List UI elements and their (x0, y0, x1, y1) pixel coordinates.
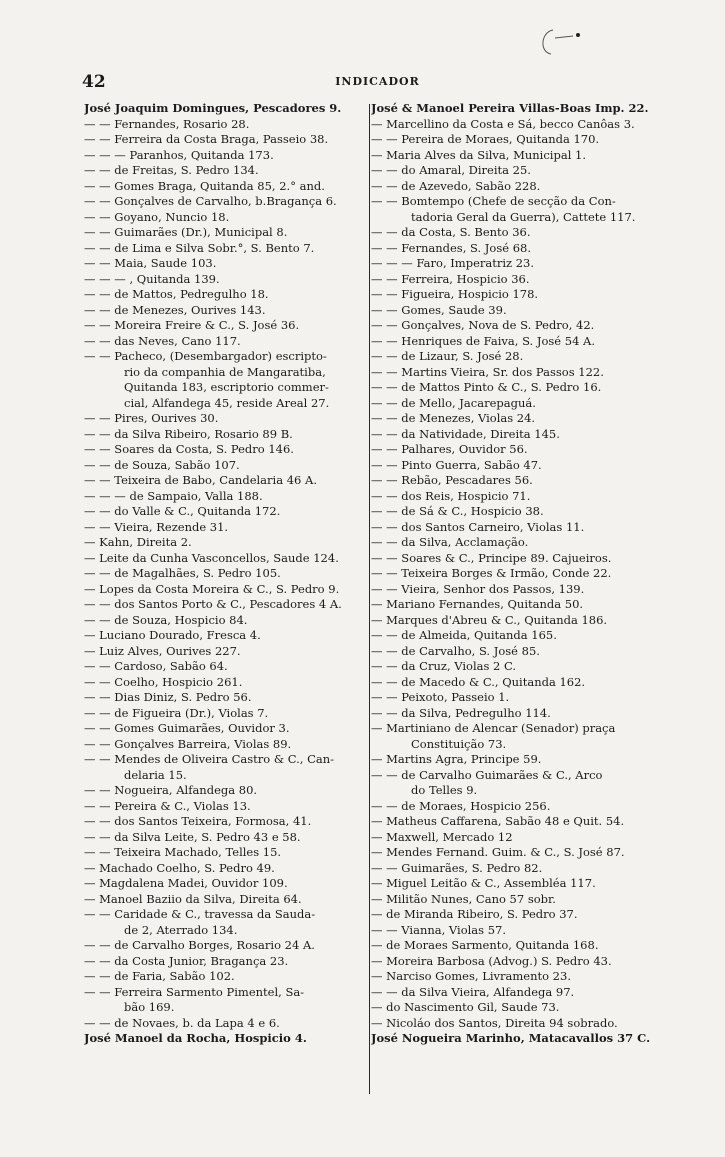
directory-entry: — — de Moraes, Hospicio 256. (371, 798, 551, 813)
directory-entry: — — Fernandes, S. José 68. (371, 240, 531, 255)
directory-entry: — — Guimarães (Dr.), Municipal 8. (84, 225, 288, 239)
directory-entry: — — Gomes Guimarães, Ouvidor 3. (84, 721, 290, 735)
directory-entry: — — Pires, Ourives 30. (84, 411, 219, 425)
directory-entry: — Manoel Baziio da Silva, Direita 64. (84, 891, 302, 906)
directory-entry: — — de Sá & C., Hospicio 38. (371, 504, 544, 518)
directory-entry: — — Soares da Costa, S. Pedro 146. (84, 442, 294, 456)
directory-entry: José Joaquim Domingues, Pescadores 9. (84, 101, 342, 115)
directory-entry: — — Caridade & C., travessa da Sauda- (84, 907, 316, 921)
directory-entry: — — dos Santos Porto & C., Pescadores 4 A. (84, 597, 342, 611)
directory-entry: — — Martins Vieira, Sr. dos Passos 122. (371, 364, 604, 379)
directory-entry: — de Moraes Sarmento, Quitanda 168. (371, 938, 599, 952)
directory-entry: — — da Silva Vieira, Alfandega 97. (371, 984, 575, 999)
directory-entry: — — de Souza, Hospicio 84. (84, 612, 248, 627)
directory-entry: José & Manoel Pereira Villas-Boas Imp. 22. (371, 101, 649, 115)
directory-entry: — — Teixeira Borges & Irmão, Conde 22. (371, 566, 612, 580)
directory-entry: — Leite da Cunha Vasconcellos, Saude 124. (84, 550, 339, 565)
directory-entry: — do Nascimento Gil, Saude 73. (371, 1000, 560, 1014)
directory-entry: — Martiniano de Alencar (Senador) praça (371, 721, 616, 735)
directory-entry: — — da Silva Ribeiro, Rosario 89 B. (84, 426, 293, 441)
directory-entry: — Mariano Fernandes, Quitanda 50. (371, 597, 584, 611)
directory-entry: — — Coelho, Hospicio 261. (84, 674, 243, 689)
directory-entry: — — Gomes, Saude 39. (371, 302, 507, 317)
directory-entry: — Machado Coelho, S. Pedro 49. (84, 860, 275, 875)
directory-entry: — — de Azevedo, Sabão 228. (371, 178, 541, 193)
directory-entry: — — Soares & C., Principe 89. Cajueiros. (371, 550, 612, 565)
directory-entry: de 2, Aterrado 134. (124, 922, 238, 937)
directory-entry: — Maria Alves da Silva, Municipal 1. (371, 147, 586, 162)
directory-entry: — — Nogueira, Alfandega 80. (84, 783, 258, 797)
directory-entry: — — — Faro, Imperatriz 23. (371, 256, 535, 270)
directory-entry: cial, Alfandega 45, reside Areal 27. (124, 395, 330, 410)
directory-entry: — — de Novaes, b. da Lapa 4 e 6. (84, 1015, 280, 1030)
directory-entry: — Moreira Barbosa (Advog.) S. Pedro 43. (371, 953, 612, 968)
directory-entry: — — de Mattos Pinto & C., S. Pedro 16. (371, 380, 602, 394)
directory-entry: — Luiz Alves, Ourives 227. (84, 643, 241, 658)
directory-entry: — — da Cruz, Violas 2 C. (371, 659, 517, 673)
directory-entry: — Magdalena Madei, Ouvidor 109. (84, 876, 288, 890)
directory-entry: — — de Freitas, S. Pedro 134. (84, 163, 259, 177)
directory-entry: — — do Valle & C., Quitanda 172. (84, 504, 281, 518)
directory-entry: — — Guimarães, S. Pedro 82. (371, 860, 543, 875)
directory-entry: — — de Magalhães, S. Pedro 105. (84, 566, 281, 580)
directory-entry: — — Teixeira de Babo, Candelaria 46 A. (84, 473, 317, 487)
directory-entry: — — de Mattos, Pedregulho 18. (84, 287, 269, 301)
directory-entry: — Luciano Dourado, Fresca 4. (84, 628, 261, 642)
directory-entry: bão 169. (124, 1000, 175, 1014)
directory-entry: — — da Costa, S. Bento 36. (371, 225, 531, 239)
directory-entry: — — de Macedo & C., Quitanda 162. (371, 674, 586, 689)
directory-entry: — — Pereira de Moraes, Quitanda 170. (371, 132, 600, 146)
directory-entry: — — Figueira, Hospicio 178. (371, 287, 539, 301)
directory-entry: — — Palhares, Ouvidor 56. (371, 442, 528, 456)
directory-entry: — de Miranda Ribeiro, S. Pedro 37. (371, 907, 578, 921)
directory-entry: tadoria Geral da Guerra), Cattete 117. (411, 209, 636, 224)
page-title: INDICADOR (335, 75, 420, 88)
directory-entry: — — Vieira, Senhor dos Passos, 139. (371, 581, 585, 596)
directory-entry: José Nogueira Marinho, Matacavallos 37 C. (371, 1031, 651, 1045)
directory-entry: — — Vianna, Violas 57. (371, 922, 507, 937)
directory-entry: — — Vieira, Rezende 31. (84, 519, 229, 534)
directory-entry: — — dos Santos Teixeira, Formosa, 41. (84, 814, 312, 828)
directory-entry: — Narciso Gomes, Livramento 23. (371, 969, 571, 983)
directory-entry: — — Henriques de Faiva, S. José 54 A. (371, 333, 596, 348)
directory-entry: — — de Almeida, Quitanda 165. (371, 628, 557, 642)
directory-entry: — — de Carvalho Guimarães & C., Arco (371, 767, 603, 782)
directory-entry: — — Gonçalves de Carvalho, b.Bragança 6. (84, 194, 337, 208)
page-number: 42 (82, 72, 106, 92)
directory-entry: — — de Souza, Sabão 107. (84, 457, 240, 472)
directory-entry: rio da companhia de Mangaratiba, (124, 364, 326, 379)
directory-entry: José Manoel da Rocha, Hospicio 4. (84, 1031, 307, 1045)
directory-entry: — Mendes Fernand. Guim. & C., S. José 87. (371, 845, 625, 859)
directory-entry: — — de Menezes, Ourives 143. (84, 302, 266, 317)
directory-entry: — — de Mello, Jacarepaguá. (371, 395, 536, 410)
left-column (84, 101, 372, 1047)
page-header (82, 72, 673, 94)
directory-entry: — — Gomes Braga, Quitanda 85, 2.° and. (84, 178, 325, 193)
directory-entry: — — dos Reis, Hospicio 71. (371, 488, 531, 503)
directory-entry: — — Bomtempo (Chefe de secção da Con- (371, 194, 616, 208)
directory-entry: — — de Lima e Silva Sobr.°, S. Bento 7. (84, 240, 315, 255)
right-column (371, 101, 671, 1047)
directory-entry: — — — de Sampaio, Valla 188. (84, 488, 263, 503)
directory-entry: — — dos Santos Carneiro, Violas 11. (371, 519, 585, 534)
directory-entry: — — da Silva Leite, S. Pedro 43 e 58. (84, 829, 301, 844)
directory-entry: — — — Paranhos, Quitanda 173. (84, 147, 274, 162)
directory-entry: — Militão Nunes, Cano 57 sobr. (371, 891, 556, 906)
directory-entry: — Matheus Caffarena, Sabão 48 e Quit. 54. (371, 814, 625, 828)
directory-entry: — — da Silva, Pedregulho 114. (371, 705, 551, 720)
directory-entry: — — Pacheco, (Desembargador) escripto- (84, 349, 327, 363)
directory-entry: — Maxwell, Mercado 12 (371, 829, 513, 844)
directory-entry: — Martins Agra, Principe 59. (371, 752, 542, 766)
directory-entry: — — Peixoto, Passeio 1. (371, 690, 510, 704)
directory-entry: — Marcellino da Costa e Sá, becco Canôas 3. (371, 116, 635, 131)
directory-entry: — — de Lizaur, S. José 28. (371, 349, 524, 363)
directory-entry: Constituição 73. (411, 736, 507, 751)
directory-entry: — Lopes da Costa Moreira & C., S. Pedro 9. (84, 581, 340, 596)
directory-entry: — — Maia, Saude 103. (84, 256, 217, 270)
directory-entry: — Marques d'Abreu & C., Quitanda 186. (371, 612, 608, 627)
directory-entry: — — de Carvalho, S. José 85. (371, 643, 540, 658)
directory-entry: — — do Amaral, Direita 25. (371, 163, 531, 177)
directory-entry: — — — , Quitanda 139. (84, 271, 220, 286)
directory-entry: — — Rebão, Pescadares 56. (371, 473, 533, 487)
directory-entry: — — Gonçalves Barreira, Violas 89. (84, 736, 292, 751)
directory-entry: — — de Figueira (Dr.), Violas 7. (84, 705, 269, 720)
directory-entry: — — Mendes de Oliveira Castro & C., Can- (84, 752, 335, 766)
directory-entry: Quitanda 183, escriptorio commer- (124, 380, 329, 394)
directory-entry: — — Pereira & C., Violas 13. (84, 798, 251, 813)
directory-entry: — — Fernandes, Rosario 28. (84, 116, 250, 131)
directory-entry: — — Moreira Freire & C., S. José 36. (84, 318, 300, 332)
directory-entry: delaria 15. (124, 767, 187, 782)
directory-entry: — — das Neves, Cano 117. (84, 333, 241, 348)
directory-entry: — — Cardoso, Sabão 64. (84, 659, 228, 673)
directory-entry: — Miguel Leitão & C., Assembléa 117. (371, 876, 596, 890)
pencil-mark-icon (533, 22, 593, 62)
directory-entry: — Kahn, Direita 2. (84, 535, 192, 549)
directory-entry: — — Goyano, Nuncio 18. (84, 209, 230, 224)
directory-entry: — — Teixeira Machado, Telles 15. (84, 845, 282, 859)
directory-entry: — — Ferreira da Costa Braga, Passeio 38. (84, 132, 329, 146)
directory-entry: — — Ferreira, Hospicio 36. (371, 271, 530, 286)
directory-entry: — — de Faria, Sabão 102. (84, 969, 235, 983)
directory-entry: — — Gonçalves, Nova de S. Pedro, 42. (371, 318, 595, 332)
directory-entry: — — da Silva, Acclamação. (371, 535, 529, 549)
directory-entry: — — da Natividade, Direita 145. (371, 426, 560, 441)
directory-entry: do Telles 9. (411, 783, 478, 797)
directory-entry: — — Ferreira Sarmento Pimentel, Sa- (84, 984, 305, 999)
directory-entry: — — de Carvalho Borges, Rosario 24 A. (84, 938, 315, 952)
directory-entry: — — da Costa Junior, Bragança 23. (84, 953, 289, 968)
directory-entry: — Nicoláo dos Santos, Direita 94 sobrado. (371, 1015, 618, 1030)
directory-entry: — — de Menezes, Violas 24. (371, 411, 536, 425)
directory-entry: — — Dias Diniz, S. Pedro 56. (84, 690, 252, 704)
directory-entry: — — Pinto Guerra, Sabão 47. (371, 457, 542, 472)
